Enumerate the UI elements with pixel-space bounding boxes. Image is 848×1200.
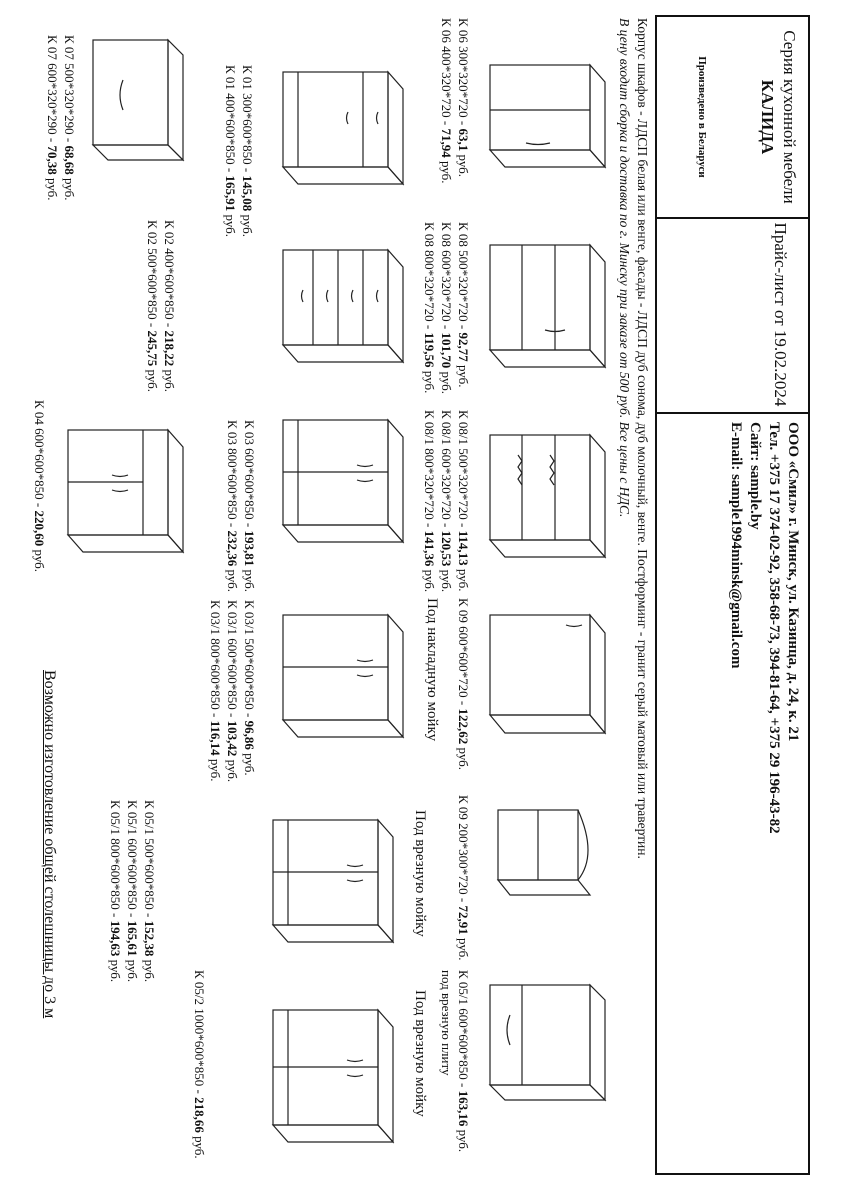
price-row: К 05/1 600*600*850 - 163,16 руб. <box>456 970 471 1153</box>
cabinet-k02-drawing <box>268 240 408 370</box>
made-in-label: Произведено в Беларуси <box>696 56 708 178</box>
caption-mortise-hob: под врезную плиту <box>439 970 454 1076</box>
price-row: К 02 400*600*850 - 218,22 руб. <box>162 220 177 393</box>
price-group-k01 <box>222 65 256 237</box>
price-row: К 01 400*600*850 - 165,91 руб. <box>223 65 238 238</box>
price-group-k051-hob <box>438 970 472 1152</box>
price-group-k052 <box>191 970 208 1159</box>
price-row: К 07 600*320*290 - 70,38 руб. <box>45 35 60 201</box>
price-row: К 08/1 500*320*720 - 114,13 руб. <box>456 410 471 592</box>
company-phones: Тел. +375 17 374-02-92, 358-68-73, 394-81-64, +375 29 196-43-82 <box>766 422 782 834</box>
cabinet-k04-drawing <box>58 420 188 560</box>
series-block <box>756 17 800 217</box>
price-row: К 04 600*600*850 - 220,60 руб. <box>32 400 47 573</box>
caption-mortise-sink-1: Под врезную мойку <box>412 810 428 937</box>
price-group-k031 <box>207 600 258 782</box>
price-row: К 06 400*320*720 - 71,94 руб. <box>439 18 454 184</box>
price-row: К 03 800*600*850 - 232,36 руб. <box>225 420 240 593</box>
price-row: К 08 800*320*720 - 119,56 руб. <box>422 222 437 394</box>
price-row: К 08 600*320*720 - 101,70 руб. <box>439 222 454 395</box>
price-list-date: Прайс-лист от 19.02.2024 <box>771 222 790 407</box>
materials-note: Корпус шкафов - ЛДСП белая или венге, фасады - ЛДСП дуб сонома, дуб молочный, венге. Постформинг - гранит серый матовый или травертин. <box>635 18 650 859</box>
price-row: К 08 500*320*720 - 92,77 руб. <box>456 222 471 388</box>
price-row: К 05/1 600*600*850 - 165,61 руб. <box>125 800 140 983</box>
cabinet-k03-drawing <box>268 410 408 550</box>
price-group-k081 <box>421 410 472 592</box>
price-row: К 03/1 800*600*850 - 116,14 руб. <box>208 600 223 782</box>
header-box <box>655 15 810 1175</box>
price-row: К 03/1 600*600*850 - 103,42 руб. <box>225 600 240 783</box>
price-row: К 05/1 500*600*850 - 152,38 руб. <box>142 800 157 983</box>
company-email: E-mail: sample1994minsk@gmail.com <box>728 422 744 669</box>
price-group-k03 <box>224 420 258 592</box>
header-divider <box>657 412 808 414</box>
price-group-k09-end <box>455 795 472 961</box>
cabinet-k081-drawing <box>480 425 610 565</box>
price-group-k04 <box>31 400 48 572</box>
price-row: К 09 200*300*720 - 72,91 руб. <box>456 795 471 961</box>
cabinet-k07-drawing <box>78 30 188 170</box>
caption-overlay-sink: Под накладную мойку <box>424 598 440 742</box>
cabinet-k051-sink-drawing <box>258 810 398 950</box>
price-group-k06 <box>438 18 472 184</box>
price-group-k08 <box>421 222 472 394</box>
cabinet-k031-drawing <box>268 605 408 745</box>
price-row: К 09 600*600*720 - 122,62 руб. <box>456 598 471 771</box>
cabinet-k09-end-drawing <box>488 800 598 910</box>
price-row: К 01 300*600*850 - 145,08 руб. <box>240 65 255 238</box>
company-site: Сайт: sample.by <box>747 422 763 530</box>
series-name: КАЛИДА <box>758 79 777 155</box>
price-row: К 03 600*600*850 - 193,81 руб. <box>242 420 257 593</box>
cabinet-k08-drawing <box>480 235 610 375</box>
price-row: К 06 300*320*720 - 63,1 руб. <box>456 18 471 178</box>
price-group-k07 <box>44 35 78 201</box>
price-group-k051-sink <box>107 800 158 982</box>
cabinet-k052-sink-drawing <box>258 1000 398 1150</box>
cabinet-k01-drawing <box>268 62 408 192</box>
company-contacts <box>726 422 802 834</box>
price-row: К 07 500*320*290 - 68,68 руб. <box>62 35 77 201</box>
cabinet-k09-drawing <box>480 605 610 745</box>
price-row: К 08/1 600*320*720 - 120,53 руб. <box>439 410 454 593</box>
price-group-k09 <box>455 598 472 770</box>
price-row: К 08/1 800*320*720 - 141,36 руб. <box>422 410 437 593</box>
price-group-k02 <box>144 220 178 392</box>
caption-mortise-sink-2: Под врезную мойку <box>412 990 428 1117</box>
cabinet-k051-hob-drawing <box>480 975 610 1105</box>
series-title: Серия кухонной мебели <box>780 30 799 204</box>
company-address: ООО «Смил» г. Минск, ул. Казинца, д. 24, к. 21 <box>785 422 801 742</box>
cabinet-k06-drawing <box>480 55 610 175</box>
pricing-note: В цену входит сборка и доставка по г. Минску при заказе от 500 руб. Все цены с НДС. <box>617 18 632 518</box>
countertop-note: Возможно изготовление общей столешницы до 3 м <box>41 670 58 1019</box>
price-row: К 05/2 1000*600*850 - 218,66 руб. <box>192 970 207 1159</box>
price-row: К 05/1 800*600*850 - 194,63 руб. <box>108 800 123 983</box>
price-row: К 03/1 500*600*850 - 96,86 руб. <box>242 600 257 776</box>
price-row: К 02 500*600*850 - 245,75 руб. <box>145 220 160 393</box>
